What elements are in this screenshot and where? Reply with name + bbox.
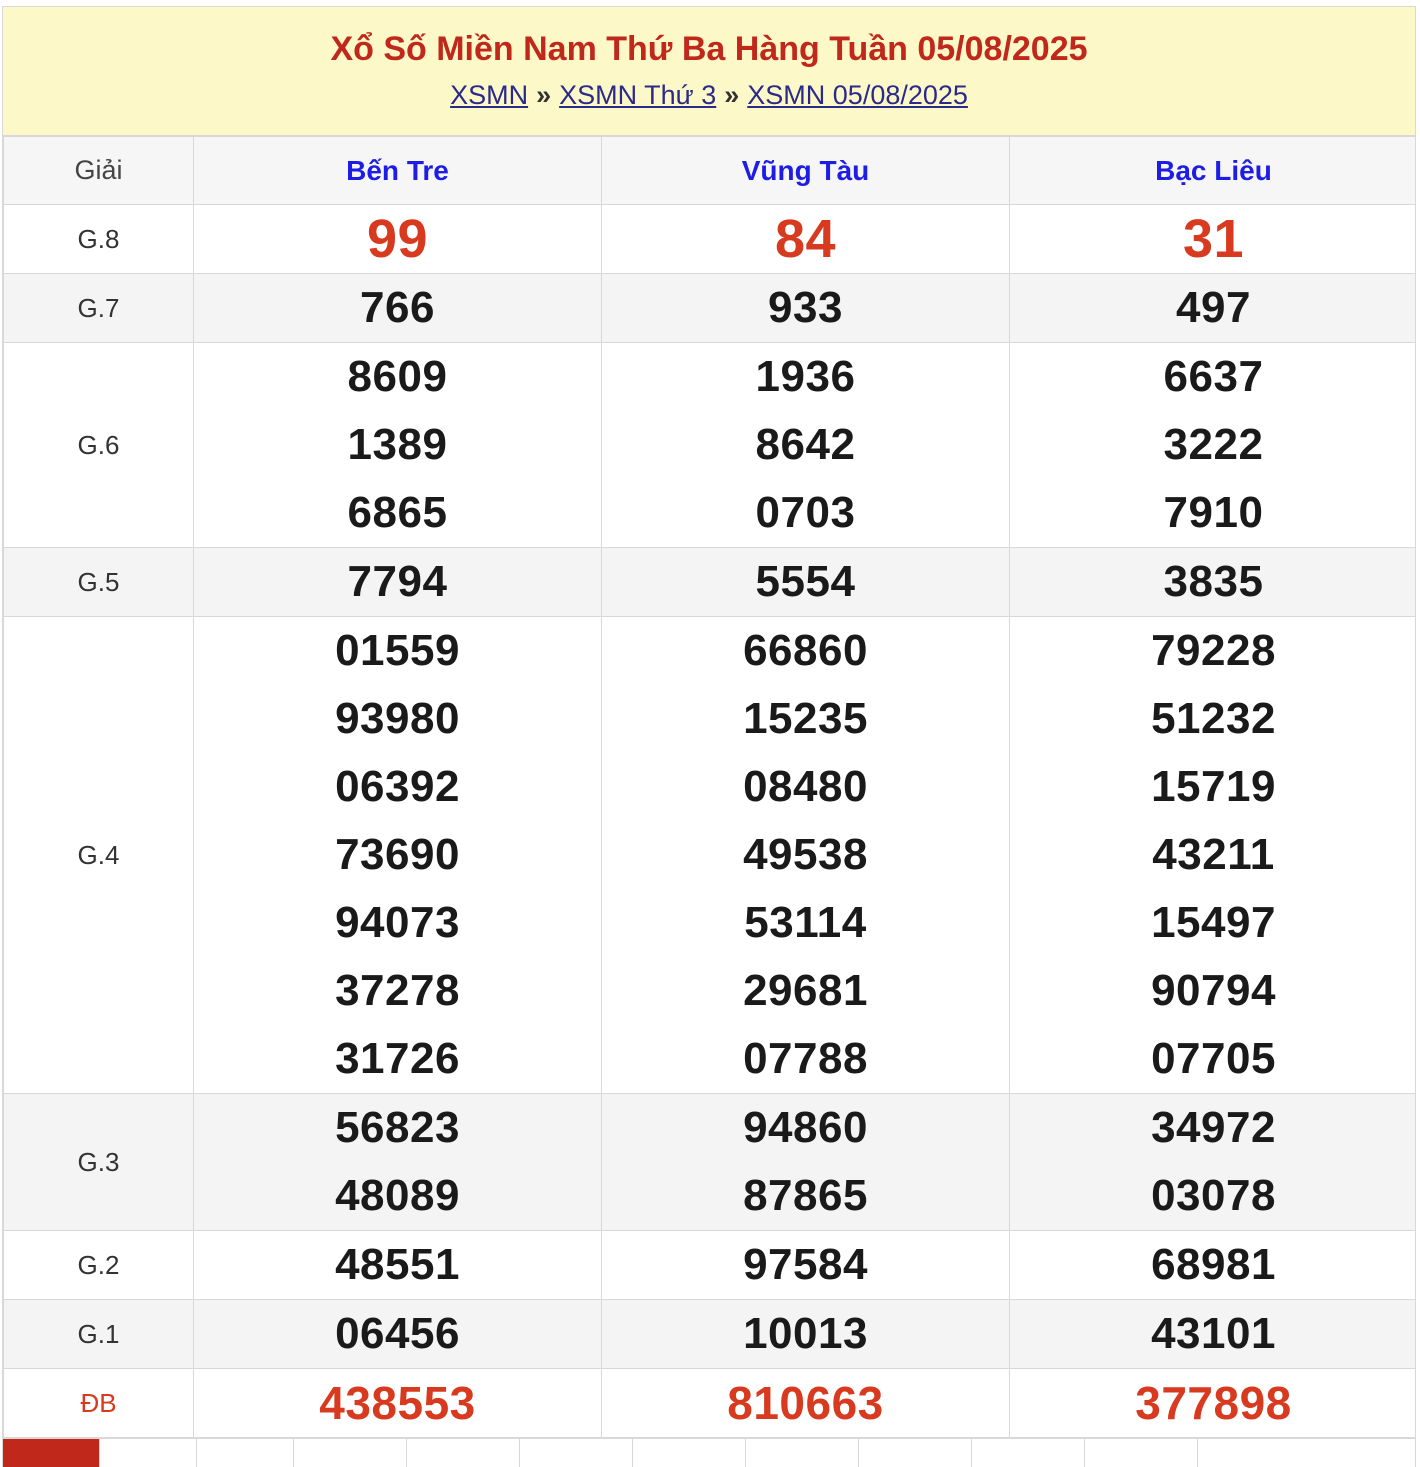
tab[interactable] <box>746 1439 859 1467</box>
page-title: Xổ Số Miền Nam Thứ Ba Hàng Tuần 05/08/2025 <box>330 30 1088 68</box>
result-cell <box>194 274 602 343</box>
lottery-number: 84 <box>774 209 837 269</box>
province-ben-tre: Bến Tre <box>194 137 602 205</box>
lottery-number: 03078 <box>1151 1171 1276 1220</box>
lottery-number: 07705 <box>1151 1034 1276 1083</box>
result-cell <box>602 343 1010 548</box>
lottery-number: 01559 <box>335 626 460 675</box>
result-cell <box>1010 1300 1417 1369</box>
tab[interactable] <box>1085 1439 1198 1467</box>
lottery-number: 7794 <box>347 557 448 606</box>
lottery-number: 49538 <box>743 830 868 879</box>
lottery-number: 93980 <box>335 694 460 743</box>
breadcrumb <box>3 79 1415 111</box>
lottery-number: 15497 <box>1151 898 1276 947</box>
lottery-number: 94860 <box>743 1103 868 1152</box>
tab[interactable] <box>633 1439 746 1467</box>
prize-row <box>4 1094 1417 1231</box>
result-cell <box>602 1369 1010 1438</box>
lottery-number: 31 <box>1182 209 1245 269</box>
prize-label: G.6 <box>4 343 194 548</box>
prize-row <box>4 1231 1417 1300</box>
lottery-number: 933 <box>768 283 843 332</box>
lottery-number: 56823 <box>335 1103 460 1152</box>
lottery-number: 5554 <box>755 557 856 606</box>
result-cell <box>602 205 1010 274</box>
prize-row <box>4 617 1417 1094</box>
lottery-number: 766 <box>360 283 435 332</box>
lottery-number: 7910 <box>1163 488 1264 537</box>
lottery-number: 3835 <box>1163 557 1264 606</box>
lottery-number: 8642 <box>755 420 856 469</box>
prize-column-header: Giải <box>4 137 194 205</box>
lottery-number: 07788 <box>743 1034 868 1083</box>
prize-row <box>4 274 1417 343</box>
lottery-number: 15235 <box>743 694 868 743</box>
lottery-number: 43101 <box>1151 1309 1276 1358</box>
lottery-number: 06456 <box>335 1309 460 1358</box>
lottery-number: 99 <box>366 209 429 269</box>
tab[interactable] <box>197 1439 294 1467</box>
province-bac-lieu: Bạc Liêu <box>1010 137 1417 205</box>
lottery-number: 6637 <box>1163 352 1264 401</box>
lottery-number: 810663 <box>727 1377 884 1429</box>
lottery-number: 87865 <box>743 1171 868 1220</box>
lottery-number: 15719 <box>1151 762 1276 811</box>
result-cell <box>194 1231 602 1300</box>
results-header <box>3 7 1415 136</box>
results-panel <box>2 6 1416 1467</box>
prize-label: G.1 <box>4 1300 194 1369</box>
result-cell <box>602 617 1010 1094</box>
province-vung-tau: Vũng Tàu <box>602 137 1010 205</box>
result-cell <box>1010 205 1417 274</box>
breadcrumb-separator: » <box>724 80 740 110</box>
breadcrumb-separator: » <box>536 80 552 110</box>
lottery-number: 51232 <box>1151 694 1276 743</box>
prize-row <box>4 205 1417 274</box>
prize-label: ĐB <box>4 1369 194 1438</box>
breadcrumb-link-xsmn[interactable]: XSMN <box>450 80 529 110</box>
result-cell <box>1010 1094 1417 1231</box>
lottery-number: 1389 <box>347 420 448 469</box>
lottery-number: 48089 <box>335 1171 460 1220</box>
result-cell <box>194 1369 602 1438</box>
tab[interactable] <box>859 1439 972 1467</box>
prize-row <box>4 1300 1417 1369</box>
prize-row <box>4 548 1417 617</box>
lottery-number: 3222 <box>1163 420 1264 469</box>
lottery-number: 438553 <box>319 1377 476 1429</box>
results-table <box>3 136 1416 1438</box>
breadcrumb-link-xsmn-date[interactable]: XSMN 05/08/2025 <box>747 80 968 110</box>
tab[interactable] <box>294 1439 407 1467</box>
result-cell <box>194 343 602 548</box>
tab-active[interactable] <box>3 1439 100 1467</box>
result-cell <box>1010 1231 1417 1300</box>
lottery-number: 0703 <box>755 488 856 537</box>
lottery-number: 53114 <box>744 898 867 947</box>
prize-label: G.7 <box>4 274 194 343</box>
prize-label: G.4 <box>4 617 194 1094</box>
lottery-number: 497 <box>1176 283 1251 332</box>
prize-row <box>4 343 1417 548</box>
lottery-number: 68981 <box>1151 1240 1276 1289</box>
lottery-number: 1936 <box>755 352 856 401</box>
lottery-number: 97584 <box>743 1240 868 1289</box>
lottery-number: 6865 <box>347 488 448 537</box>
result-cell <box>194 617 602 1094</box>
result-cell <box>602 274 1010 343</box>
tab[interactable] <box>100 1439 197 1467</box>
result-cell <box>602 1094 1010 1231</box>
prize-row <box>4 1369 1417 1438</box>
result-cell <box>602 1300 1010 1369</box>
tab[interactable] <box>972 1439 1085 1467</box>
result-cell <box>1010 274 1417 343</box>
lottery-number: 31726 <box>335 1034 460 1083</box>
result-cell <box>1010 548 1417 617</box>
lottery-number: 43211 <box>1152 830 1275 879</box>
prize-label: G.2 <box>4 1231 194 1300</box>
lottery-number: 48551 <box>335 1240 460 1289</box>
result-cell <box>1010 1369 1417 1438</box>
lottery-number: 06392 <box>335 762 460 811</box>
result-cell <box>1010 343 1417 548</box>
bottom-tab-strip <box>3 1438 1415 1467</box>
tab[interactable] <box>407 1439 520 1467</box>
lottery-number: 66860 <box>743 626 868 675</box>
breadcrumb-link-xsmn-thu-3[interactable]: XSMN Thứ 3 <box>559 80 717 110</box>
result-cell <box>194 1094 602 1231</box>
province-header-row <box>4 137 1417 205</box>
lottery-number: 73690 <box>335 830 460 879</box>
lottery-number: 08480 <box>743 762 868 811</box>
prize-label: G.8 <box>4 205 194 274</box>
lottery-number: 29681 <box>743 966 868 1015</box>
result-cell <box>602 1231 1010 1300</box>
result-cell <box>194 205 602 274</box>
result-cell <box>1010 617 1417 1094</box>
result-cell <box>194 1300 602 1369</box>
result-cell <box>194 548 602 617</box>
lottery-number: 37278 <box>335 966 460 1015</box>
lottery-number: 79228 <box>1151 626 1276 675</box>
lottery-number: 8609 <box>347 352 448 401</box>
result-cell <box>602 548 1010 617</box>
prize-label: G.5 <box>4 548 194 617</box>
lottery-number: 34972 <box>1151 1103 1276 1152</box>
lottery-number: 10013 <box>743 1309 868 1358</box>
prize-label: G.3 <box>4 1094 194 1231</box>
tab[interactable] <box>520 1439 633 1467</box>
lottery-number: 94073 <box>335 898 460 947</box>
lottery-number: 377898 <box>1135 1377 1292 1429</box>
lottery-number: 90794 <box>1151 966 1276 1015</box>
